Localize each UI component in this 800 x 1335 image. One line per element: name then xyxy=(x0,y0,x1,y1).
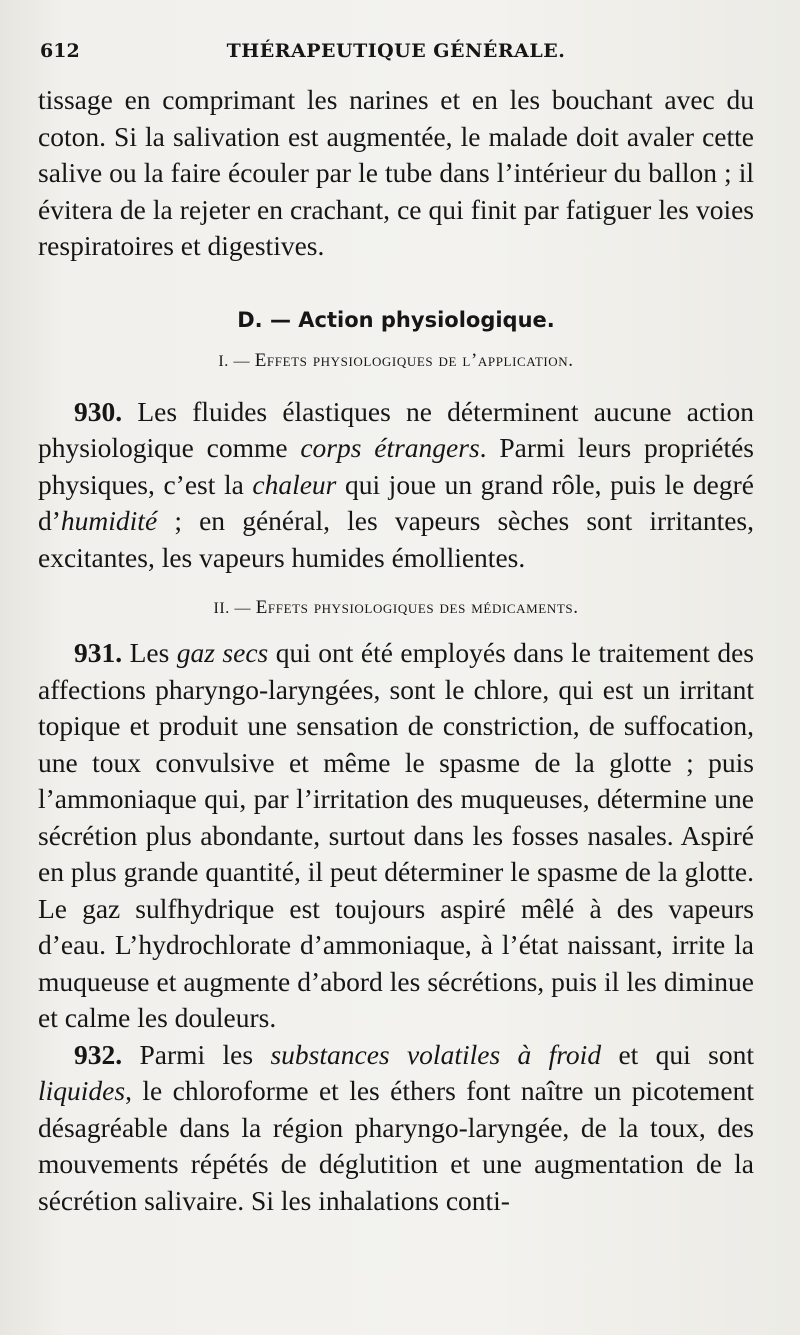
paragraph-932 xyxy=(38,1037,754,1220)
subsection-title-1: Effets physiologiques de l’application. xyxy=(254,349,574,371)
text-run: ; en général, les vapeurs sèches sont irritantes, excitantes, les vapeurs humides émollientes. xyxy=(38,505,754,573)
text-run: . Parmi leurs propriétés physiques, c’est la xyxy=(38,432,754,500)
text-run: qui ont été employés dans le traitement des affections pharyngo-laryngées, sont le chlore, qui est un irritant topique et produit une sensation de constriction, de suffocation, une toux convulsive et même le spasme de la glotte ; puis l’ammoniaque qui, par l’irritation des muqueuses, détermine une sécrétion plus abondante, surtout dans les fosses nasales. Aspiré en plus grande quantité, il peut déterminer le spasme de la glotte. Le gaz sulfhydrique est toujours aspiré mêlé à des vapeurs d’eau. L’hydrochlorate d’ammoniaque, à l’état naissant, irrite la muqueuse et augmente d’abord les sécrétions, puis il les diminue et calme les douleurs. xyxy=(38,637,754,1033)
italic-run: chaleur xyxy=(252,468,337,500)
page-body xyxy=(38,82,754,1219)
subsection-numeral-1: I. — xyxy=(218,352,251,370)
paragraph-intro: tissage en comprimant les narines et en les bouchant avec du coton. Si la salivation est augmentée, le malade doit avaler cette salive ou la faire écouler par le tube dans l’intérieur du ballon ; il évitera de la rejeter en crachant, ce qui finit par fatiguer les voies respiratoires et digestives. xyxy=(38,84,754,261)
paragraph-number-931: 931. xyxy=(74,637,123,668)
paragraph-930 xyxy=(38,394,754,577)
italic-run: substances volatiles à froid xyxy=(270,1038,602,1070)
italic-run: gaz secs xyxy=(176,637,269,668)
text-run: Les fluides élastiques ne déterminent aucune action physiologique comme xyxy=(38,395,754,463)
text-run: qui joue un grand rôle, puis le degré d’ xyxy=(38,468,754,536)
subsection-heading-2 xyxy=(38,596,754,621)
text-run: et qui sont xyxy=(601,1038,754,1070)
running-title: THÉRAPEUTIQUE GÉNÉRALE. xyxy=(226,40,566,62)
text-run: Les xyxy=(122,637,177,668)
subsection-heading-1 xyxy=(38,349,754,374)
paragraph-number-932: 932. xyxy=(74,1038,123,1070)
running-header xyxy=(38,34,754,64)
subsection-title-2: Effets physiologiques des médicaments. xyxy=(255,597,579,618)
text-run: , le chloroforme et les éthers font naître un picotement désagréable dans la région pharyngo-laryngée, de la toux, des mouvements répétés de déglutition et une augmentation de la sécrétion salivaire. Si les inhalations conti- xyxy=(38,1075,754,1216)
text-run: Parmi les xyxy=(122,1038,271,1070)
section-heading: D. — Action physiologique. xyxy=(237,307,555,332)
paragraph-number-930: 930. xyxy=(74,395,123,427)
paragraph-931 xyxy=(38,635,754,1037)
page-number: 612 xyxy=(40,40,80,62)
italic-run: liquides xyxy=(38,1075,126,1106)
subsection-numeral-2: II. — xyxy=(213,600,252,617)
italic-run: corps étrangers xyxy=(300,432,480,463)
italic-run: humidité xyxy=(60,505,158,536)
